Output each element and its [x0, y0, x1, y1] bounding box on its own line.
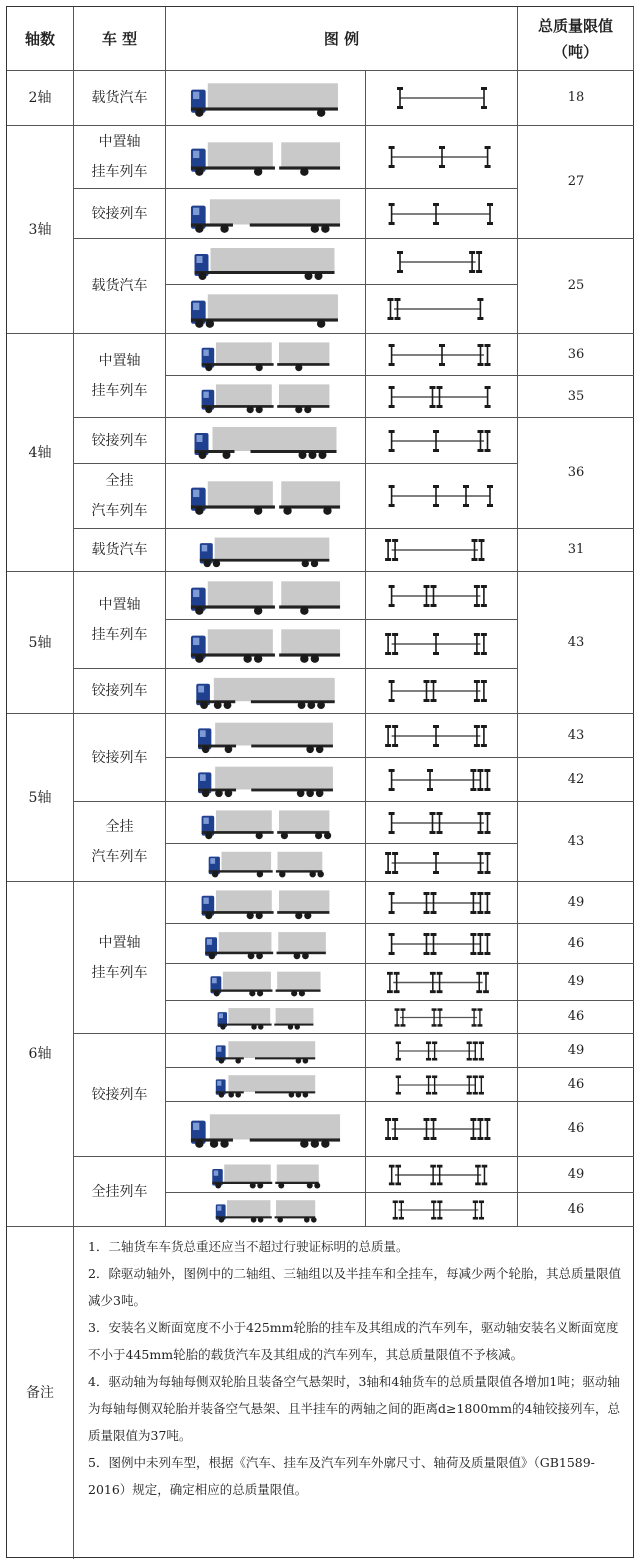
weight-limit-value: 43 [518, 572, 634, 714]
axle-diagram [366, 844, 518, 882]
header-limit-line1: 总质量限值 [537, 16, 613, 35]
truck-illustration [166, 714, 366, 758]
weight-limit-value: 25 [518, 239, 634, 334]
header-limit-line2: （吨） [552, 42, 598, 61]
type-label: 汽车列车 [91, 503, 148, 519]
type-articulated-4: 铰接列车 [74, 418, 166, 464]
truck-illustration [166, 126, 366, 189]
axle-diagram [366, 802, 518, 844]
type-articulated-3: 铰接列车 [74, 189, 166, 239]
type-label: 中置轴 [98, 934, 141, 951]
type-cargo-3: 载货汽车 [74, 239, 166, 334]
axle-group-3: 3轴 [7, 126, 74, 334]
weight-limit-value: 46 [518, 1001, 634, 1034]
truck-illustration [166, 802, 366, 844]
type-label: 挂车列车 [91, 164, 148, 180]
truck-illustration [166, 1193, 366, 1227]
type-label: 中置轴 [98, 352, 141, 369]
truck-illustration [166, 669, 366, 714]
axle-diagram [366, 71, 518, 126]
truck-illustration [166, 1102, 366, 1157]
truck-illustration [166, 882, 366, 924]
type-label: 挂车列车 [91, 627, 148, 643]
axle-group-4: 4轴 [7, 334, 74, 572]
type-label: 挂车列车 [91, 964, 148, 981]
axle-diagram [366, 285, 518, 334]
weight-limit-value: 43 [518, 802, 634, 882]
truck-illustration [166, 464, 366, 529]
header-type: 车 型 [74, 7, 166, 71]
truck-illustration [166, 620, 366, 669]
axle-diagram [366, 334, 518, 376]
axle-diagram [366, 1193, 518, 1227]
type-center-axle-5 [74, 572, 166, 669]
axle-weight-limit-table [6, 6, 634, 1558]
axle-diagram [366, 418, 518, 464]
axle-diagram [366, 1034, 518, 1068]
type-center-axle-4 [74, 334, 166, 418]
truck-illustration [166, 844, 366, 882]
weight-limit-value: 49 [518, 964, 634, 1001]
weight-limit-value: 46 [518, 924, 634, 964]
weight-limit-value: 31 [518, 529, 634, 572]
truck-illustration [166, 334, 366, 376]
header-legend: 图 例 [166, 7, 518, 71]
truck-illustration [166, 418, 366, 464]
weight-limit-value: 42 [518, 758, 634, 802]
weight-limit-value: 35 [518, 376, 634, 418]
remark-1: 1．二轴货车车货总重还应当不超过行驶证标明的总质量。 [88, 1239, 409, 1254]
truck-illustration [166, 924, 366, 964]
type-articulated-6: 铰接列车 [74, 1034, 166, 1157]
weight-limit-value: 49 [518, 882, 634, 924]
weight-limit-value: 46 [518, 1102, 634, 1157]
axle-diagram [366, 464, 518, 529]
type-full-trailer-6: 全挂列车 [74, 1157, 166, 1227]
weight-limit-value: 43 [518, 714, 634, 758]
type-cargo-2: 载货汽车 [74, 71, 166, 126]
type-full-5 [74, 802, 166, 882]
remark-5: 5．图例中未列车型，根据《汽车、挂车及汽车列车外廓尺寸、轴荷及质量限值》（GB1589-2016）规定，确定相应的总质量限值。 [88, 1455, 595, 1497]
remark-4: 4．驱动轴为每轴每侧双轮胎且装备空气悬架时，3轴和4轴货车的总质量限值各增加1吨；驱动轴为每轴每侧双轮胎并装备空气悬架、且半挂车的两轴之间的距离d≥1800mm的4轴铰接列车，总质量限值为37吨。 [88, 1374, 620, 1443]
weight-limit-value: 36 [518, 418, 634, 529]
remarks-label: 备注 [7, 1227, 74, 1559]
axle-group-6: 6轴 [7, 882, 74, 1227]
weight-limit-value: 36 [518, 334, 634, 376]
axle-diagram [366, 1068, 518, 1102]
axle-diagram [366, 620, 518, 669]
truck-illustration [166, 285, 366, 334]
type-center-axle-3 [74, 126, 166, 189]
header-limit [518, 7, 634, 71]
truck-illustration [166, 1001, 366, 1034]
axle-diagram [366, 924, 518, 964]
axle-diagram [366, 239, 518, 285]
weight-limit-value: 49 [518, 1157, 634, 1193]
truck-illustration [166, 1068, 366, 1102]
weight-limit-value: 46 [518, 1068, 634, 1102]
axle-diagram [366, 714, 518, 758]
weight-limit-value: 18 [518, 71, 634, 126]
type-label: 挂车列车 [91, 382, 148, 399]
axle-diagram [366, 1001, 518, 1034]
type-center-axle-6 [74, 882, 166, 1034]
axle-group-5a: 5轴 [7, 572, 74, 714]
header-axles: 轴数 [7, 7, 74, 71]
weight-limit-value: 27 [518, 126, 634, 239]
type-cargo-4: 载货汽车 [74, 529, 166, 572]
type-full-4 [74, 464, 166, 529]
type-articulated-5a: 铰接列车 [74, 669, 166, 714]
remark-3: 3．安装名义断面宽度不小于425mm轮胎的挂车及其组成的汽车列车，驱动轴安装名义断面宽度不小于445mm轮胎的载货汽车及其组成的汽车列车，其总质量限值不予核减。 [88, 1320, 619, 1362]
type-articulated-5b: 铰接列车 [74, 714, 166, 802]
axle-diagram [366, 126, 518, 189]
truck-illustration [166, 71, 366, 126]
axle-diagram [366, 1157, 518, 1193]
truck-illustration [166, 1034, 366, 1068]
type-label: 中置轴 [98, 134, 141, 150]
truck-illustration [166, 572, 366, 620]
truck-illustration [166, 1157, 366, 1193]
type-label: 全挂 [105, 818, 134, 835]
truck-illustration [166, 964, 366, 1001]
remark-2: 2．除驱动轴外，图例中的二轴组、三轴组以及半挂车和全挂车，每减少两个轮胎，其总质量限值减少3吨。 [88, 1266, 621, 1308]
truck-illustration [166, 189, 366, 239]
truck-illustration [166, 758, 366, 802]
truck-illustration [166, 376, 366, 418]
axle-diagram [366, 529, 518, 572]
type-label: 汽车列车 [91, 848, 148, 865]
weight-limit-value: 46 [518, 1193, 634, 1227]
truck-illustration [166, 529, 366, 572]
axle-diagram [366, 1102, 518, 1157]
type-label: 中置轴 [98, 597, 141, 613]
axle-diagram [366, 669, 518, 714]
weight-limit-value: 49 [518, 1034, 634, 1068]
truck-illustration [166, 239, 366, 285]
axle-diagram [366, 189, 518, 239]
remarks-list [74, 1227, 634, 1559]
axle-group-2: 2轴 [7, 71, 74, 126]
axle-diagram [366, 758, 518, 802]
axle-diagram [366, 882, 518, 924]
axle-diagram [366, 572, 518, 620]
axle-diagram [366, 964, 518, 1001]
axle-diagram [366, 376, 518, 418]
axle-group-5b: 5轴 [7, 714, 74, 882]
type-label: 全挂 [105, 473, 134, 489]
